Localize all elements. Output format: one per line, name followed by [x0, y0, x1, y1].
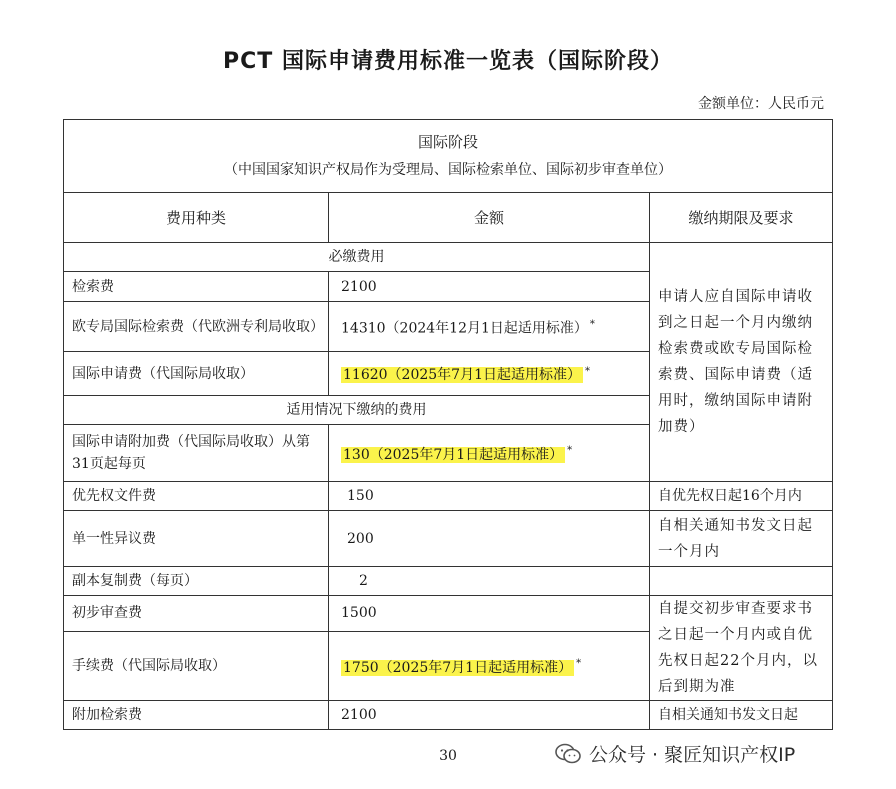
fee-name: 副本复制费（每页） [64, 567, 329, 596]
fee-amount-cell [329, 352, 650, 396]
fee-amount-cell [329, 302, 650, 352]
page-title: PCT 国际申请费用标准一览表（国际阶段） [223, 49, 673, 74]
stage-subtitle: （中国国家知识产权局作为受理局、国际检索单位、国际初步审查单位） [224, 162, 672, 178]
deadline-copy [650, 567, 833, 596]
section-row-mandatory [64, 243, 833, 272]
section-label-conditional: 适用情况下缴纳的费用 [64, 396, 650, 425]
fee-amount: 150 [329, 482, 650, 511]
footnote-star: * [576, 658, 582, 670]
fee-amount-highlighted: 130（2025年7月1日起适用标准） [343, 446, 564, 463]
wechat-icon [555, 743, 581, 765]
fee-name: 手续费（代国际局收取） [64, 631, 329, 700]
fee-table [63, 119, 833, 730]
fee-name: 国际申请费（代国际局收取） [64, 352, 329, 396]
stage-title: 国际阶段 [417, 133, 478, 151]
fee-amount: 14310（2024年12月1日起适用标准） [341, 320, 588, 337]
column-header-fee-type: 费用种类 [64, 193, 329, 243]
fee-name: 欧专局国际检索费（代欧洲专利局收取） [64, 302, 329, 352]
footnote-star: * [567, 445, 573, 457]
page-number: 30 [439, 748, 457, 764]
table-row [64, 596, 833, 632]
fee-name: 检索费 [64, 272, 329, 302]
fee-name: 初步审查费 [64, 596, 329, 632]
fee-amount: 1500 [329, 596, 650, 632]
watermark [555, 740, 795, 767]
column-header-deadline: 缴纳期限及要求 [650, 193, 833, 243]
fee-amount: 200 [329, 511, 650, 567]
fee-amount: 2100 [329, 701, 650, 730]
currency-unit-note: 金额单位：人民币元 [698, 96, 824, 112]
fee-amount-highlighted: 11620（2025年7月1日起适用标准） [343, 367, 581, 384]
stage-header [64, 120, 833, 193]
fee-amount: 2 [329, 567, 650, 596]
deadline-prelim: 自提交初步审查要求书之日起一个月内或自优先权日起22个月内，以后到期为准 [650, 596, 833, 701]
deadline-additional: 自相关通知书发文日起 [650, 701, 833, 730]
watermark-text: 公众号 · 聚匠知识产权IP [589, 744, 796, 766]
table-row [64, 511, 833, 567]
footnote-star: * [584, 365, 590, 377]
column-header-row [64, 193, 833, 243]
deadline-unity: 自相关通知书发文日起一个月内 [650, 511, 833, 567]
fee-amount: 2100 [329, 272, 650, 302]
fee-name: 附加检索费 [64, 701, 329, 730]
fee-name: 优先权文件费 [64, 482, 329, 511]
column-header-amount: 金额 [329, 193, 650, 243]
footnote-star: * [589, 318, 595, 330]
table-row [64, 482, 833, 511]
fee-name: 国际申请附加费（代国际局收取）从第31页起每页 [64, 425, 329, 482]
table-row [64, 701, 833, 730]
fee-amount-cell [329, 425, 650, 482]
fee-name: 单一性异议费 [64, 511, 329, 567]
deadline-priority: 自优先权日起16个月内 [650, 482, 833, 511]
table-row [64, 567, 833, 596]
fee-amount-cell [329, 631, 650, 700]
fee-amount-highlighted: 1750（2025年7月1日起适用标准） [343, 659, 573, 676]
section-label-mandatory: 必缴费用 [64, 243, 650, 272]
deadline-search-group: 申请人应自国际申请收到之日起一个月内缴纳检索费或欧专局国际检索费、国际申请费（适用时，缴纳国际申请附加费） [650, 243, 833, 482]
